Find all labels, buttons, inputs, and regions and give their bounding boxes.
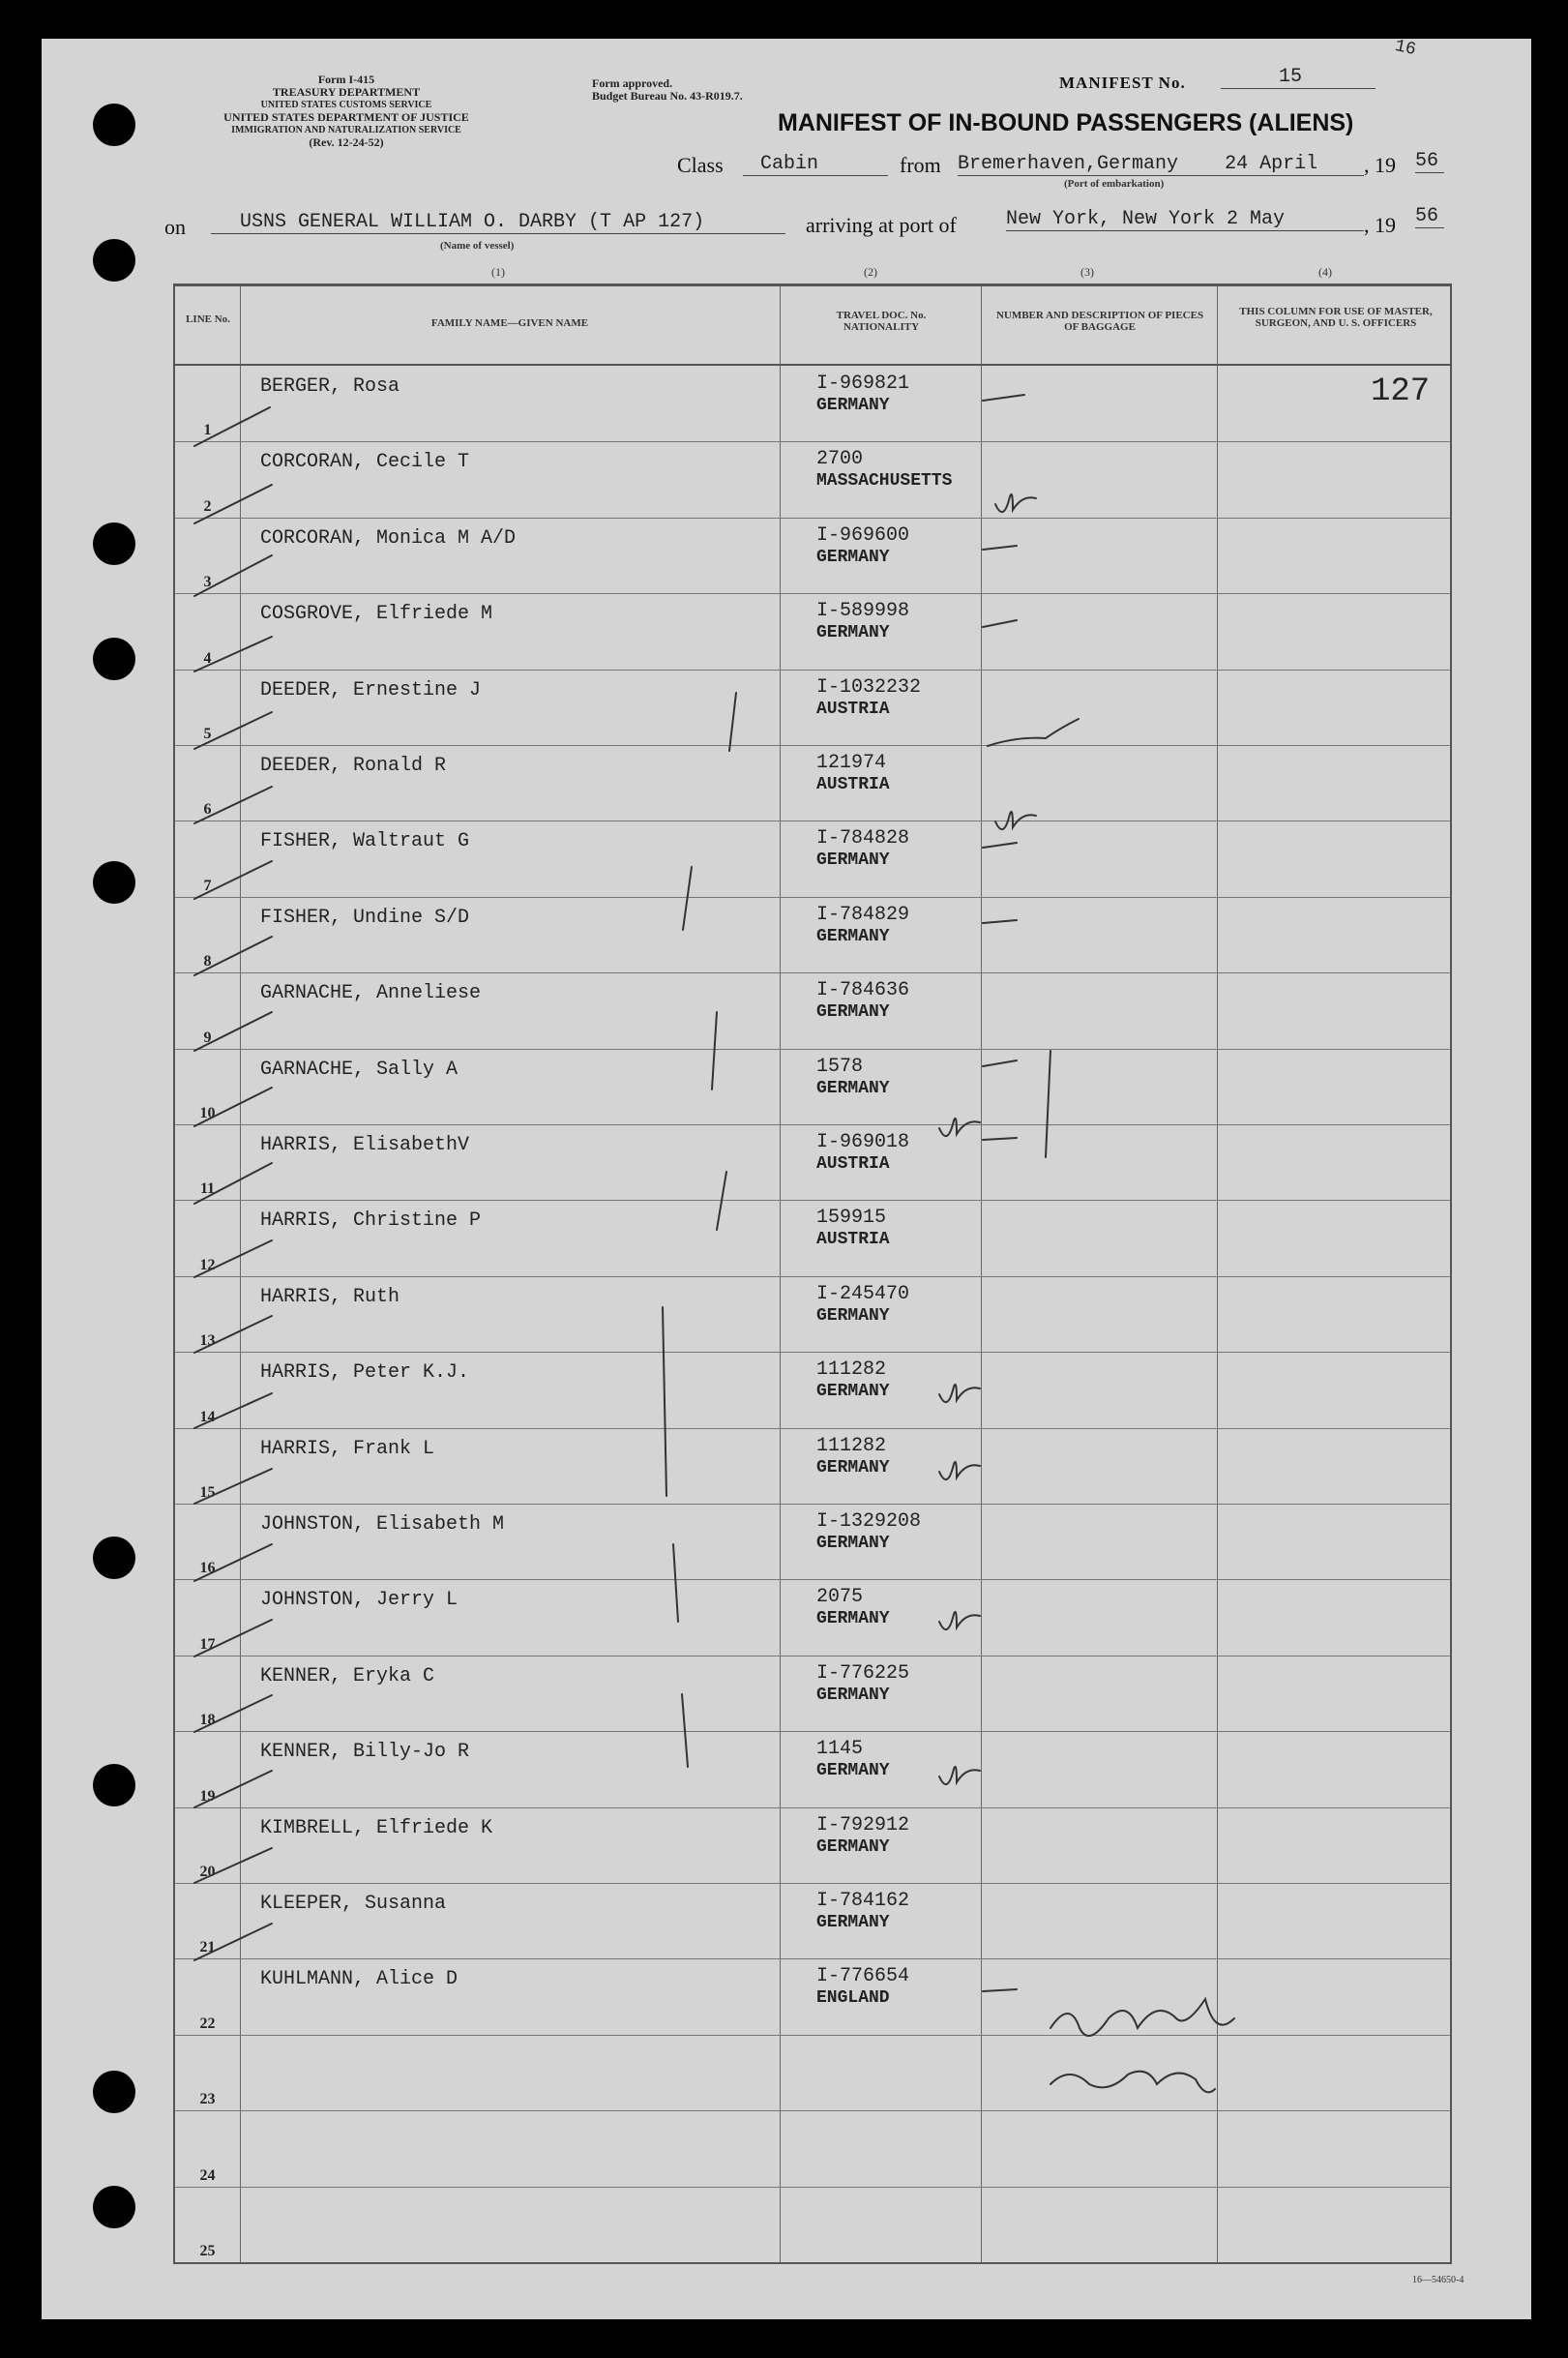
class-field (743, 153, 888, 176)
signature (1050, 1999, 1234, 2036)
initials-mark (995, 494, 1036, 512)
header-name: FAMILY NAME—GIVEN NAME (430, 317, 589, 329)
vessel-field (211, 211, 785, 234)
department-justice: UNITED STATES DEPARTMENT OF JUSTICE (223, 110, 469, 124)
tick-mark (194, 861, 272, 899)
passenger-name: HARRIS, Frank L (260, 1437, 435, 1460)
manifest-no-value (1221, 66, 1376, 89)
line-number: 8 (203, 953, 212, 970)
initials-mark (939, 1385, 980, 1402)
line-number: 14 (199, 1408, 216, 1425)
binder-hole (93, 239, 135, 282)
nationality: GERMANY (816, 851, 890, 871)
nationality: GERMANY (816, 1305, 890, 1326)
corner-mark: 16 (1393, 36, 1418, 61)
binder-hole (93, 2071, 135, 2113)
passenger-name: CORCORAN, Cecile T (260, 451, 470, 474)
nationality: GERMANY (816, 547, 890, 567)
baggage-dash (983, 395, 1024, 401)
header-baggage: NUMBER AND DESCRIPTION OF PIECES OF BAGGAGE (995, 310, 1204, 333)
baggage-dash (983, 546, 1017, 550)
initials-mark (939, 1462, 980, 1479)
tick-mark (194, 1620, 272, 1657)
nationality: GERMANY (816, 623, 890, 643)
form-info-block (163, 74, 530, 149)
tick-mark (194, 1771, 272, 1807)
passenger-name: KIMBRELL, Elfriede K (260, 1816, 493, 1839)
pencil-stroke (729, 693, 736, 751)
passenger-name: HARRIS, Ruth (260, 1285, 400, 1308)
line-number: 23 (199, 2091, 216, 2108)
year-prefix: , 19 (1364, 153, 1396, 177)
header-line-no: LINE No. (186, 313, 230, 325)
col-num-1: (1) (491, 265, 505, 279)
arrival-field (1006, 208, 1364, 231)
nationality: GERMANY (816, 1609, 890, 1629)
line-number: 21 (199, 1939, 216, 1956)
service: UNITED STATES CUSTOMS SERVICE (260, 100, 432, 110)
manifest-number: 15 (1279, 66, 1303, 88)
line-number: 9 (203, 1029, 212, 1046)
nationality: AUSTRIA (816, 1154, 890, 1174)
pencil-stroke (673, 1544, 678, 1622)
from-label: from (900, 153, 941, 177)
passenger-name: CORCORAN, Monica M A/D (260, 526, 517, 550)
line-number: 24 (199, 2166, 216, 2184)
travel-doc-number: 121974 (816, 752, 887, 774)
line-number: 3 (203, 574, 212, 591)
officers-note: 127 (1371, 373, 1431, 410)
line-number: 19 (199, 1787, 216, 1805)
embarkation-date: 24 April (1225, 153, 1318, 175)
page-title: MANIFEST OF IN-BOUND PASSENGERS (ALIENS) (778, 109, 1354, 136)
binder-hole (93, 104, 135, 146)
passenger-table (173, 284, 1452, 2264)
nationality: GERMANY (816, 1836, 890, 1857)
tick-mark (194, 485, 272, 523)
tick-mark (194, 1163, 272, 1204)
nationality: GERMANY (816, 926, 890, 946)
passenger-name: KENNER, Billy-Jo R (260, 1741, 470, 1764)
nationality: GERMANY (816, 396, 890, 415)
col-num-4: (4) (1318, 265, 1332, 279)
tick-mark (194, 712, 272, 749)
line-number: 6 (203, 801, 212, 819)
pencil-annotations (175, 286, 1450, 2262)
line-number: 12 (199, 1256, 216, 1273)
tick-mark (194, 1240, 272, 1277)
baggage-dash (983, 843, 1017, 848)
col-num-3: (3) (1080, 265, 1094, 279)
travel-doc-number: 1578 (816, 1055, 864, 1078)
header-travel-doc: TRAVEL DOC. No. NATIONALITY (836, 310, 927, 333)
tick-mark (194, 555, 272, 596)
travel-doc-number: 2700 (816, 448, 864, 471)
passenger-name: DEEDER, Ronald R (260, 755, 447, 777)
signature (1050, 2072, 1215, 2093)
year-suffix: 56 (1415, 150, 1444, 173)
line-number: 17 (199, 1635, 216, 1653)
port-of-embarkation: Bremerhaven,Germany (958, 153, 1179, 175)
travel-doc-number: 2075 (816, 1586, 864, 1609)
passenger-name: HARRIS, Christine P (260, 1209, 482, 1233)
line-number: 1 (203, 422, 212, 439)
passenger-name: JOHNSTON, Elisabeth M (260, 1513, 505, 1536)
on-label: on (164, 215, 186, 239)
pencil-stroke (717, 1172, 726, 1230)
footer-code: 16—54650-4 (1412, 2275, 1464, 2285)
line-number: 10 (199, 1104, 216, 1121)
arrival-year-suffix: 56 (1415, 205, 1444, 228)
travel-doc-number: I-784636 (816, 979, 910, 1002)
travel-doc-number: I-969018 (816, 1131, 910, 1153)
passenger-name: KENNER, Eryka C (260, 1664, 435, 1687)
binder-hole (93, 1764, 135, 1806)
travel-doc-number: 111282 (816, 1434, 887, 1457)
tick-mark (194, 407, 270, 446)
form-number: Form I-415 (317, 73, 375, 86)
passenger-name: FISHER, Undine S/D (260, 906, 470, 929)
travel-doc-number: I-969600 (816, 523, 910, 547)
nationality: GERMANY (816, 1534, 890, 1553)
tick-mark (194, 787, 272, 823)
travel-doc-number: I-784162 (816, 1890, 910, 1912)
arrival-year-prefix: , 19 (1364, 213, 1396, 237)
nationality: GERMANY (816, 1761, 890, 1781)
tick-mark (194, 1469, 272, 1504)
header-officers: THIS COLUMN FOR USE OF MASTER, SURGEON, AND U. S. OFFICERS (1239, 306, 1433, 329)
arriving-label: arriving at port of (806, 213, 957, 237)
line-number: 13 (199, 1332, 216, 1350)
department: TREASURY DEPARTMENT (272, 85, 421, 99)
travel-doc-number: I-776225 (816, 1661, 910, 1685)
binder-hole (93, 861, 135, 904)
pencil-stroke (1046, 1051, 1050, 1157)
passenger-name: FISHER, Waltraut G (260, 830, 470, 853)
approval-line: Form approved. (592, 76, 673, 90)
line-number: 16 (199, 1560, 216, 1577)
revision: (Rev. 12-24-52) (309, 135, 384, 149)
travel-doc-number: I-1032232 (816, 675, 922, 699)
baggage-dash (983, 1138, 1017, 1140)
travel-doc-number: I-589998 (816, 600, 910, 623)
tick-mark (194, 1088, 272, 1126)
tick-mark (194, 1695, 272, 1732)
initials-mark (988, 719, 1079, 746)
class-label: Class (677, 153, 724, 177)
col-num-2: (2) (864, 265, 877, 279)
passenger-name: COSGROVE, Elfriede M (260, 603, 493, 626)
initials-mark (939, 1767, 980, 1784)
port-embark-caption: (Port of embarkation) (1064, 178, 1165, 190)
from-field (958, 153, 1364, 176)
passenger-name: BERGER, Rosa (260, 375, 400, 398)
travel-doc-number: I-1329208 (816, 1510, 922, 1533)
passenger-name: GARNACHE, Anneliese (260, 982, 482, 1005)
nationality: GERMANY (816, 1002, 890, 1023)
tick-mark (194, 1393, 272, 1428)
vessel-name: USNS GENERAL WILLIAM O. DARBY (T AP 127) (240, 211, 705, 233)
travel-doc-number: I-245470 (816, 1282, 910, 1305)
approval-block (592, 77, 743, 103)
nationality: GERMANY (816, 1078, 890, 1098)
travel-doc-number: 159915 (816, 1207, 887, 1230)
line-number: 18 (199, 1712, 216, 1729)
pencil-stroke (683, 867, 692, 930)
tick-mark (194, 1316, 272, 1353)
line-number: 20 (199, 1863, 216, 1880)
binder-hole (93, 1537, 135, 1579)
nationality: AUSTRIA (816, 1230, 890, 1250)
binder-hole (93, 2186, 135, 2228)
line-number: 25 (199, 2242, 216, 2259)
tick-mark (194, 1544, 272, 1581)
vessel-caption: (Name of vessel) (440, 240, 515, 252)
tick-mark (194, 1848, 272, 1883)
nationality: GERMANY (816, 1457, 890, 1477)
initials-mark (939, 1612, 980, 1629)
arrival-port: New York, New York 2 May (1006, 208, 1286, 230)
line-number: 2 (203, 497, 212, 515)
nationality: ENGLAND (816, 1988, 890, 2009)
initials-mark (939, 1119, 980, 1136)
passenger-name: KLEEPER, Susanna (260, 1893, 447, 1915)
nationality: AUSTRIA (816, 699, 890, 719)
nationality: GERMANY (816, 1685, 890, 1705)
binder-hole (93, 638, 135, 680)
line-number: 4 (203, 649, 212, 667)
class-value: Cabin (760, 153, 819, 175)
passenger-name: DEEDER, Ernestine J (260, 678, 482, 701)
line-number: 11 (199, 1180, 216, 1198)
nationality: AUSTRIA (816, 775, 890, 794)
travel-doc-number: 1145 (816, 1738, 864, 1761)
manifest-no-label: MANIFEST No. (1059, 74, 1186, 92)
nationality: GERMANY (816, 1913, 890, 1932)
line-number: 7 (203, 877, 212, 894)
travel-doc-number: I-969821 (816, 373, 910, 395)
initials-mark (995, 812, 1036, 829)
baggage-dash (983, 1060, 1017, 1066)
binder-hole (93, 522, 135, 565)
passenger-name: GARNACHE, Sally A (260, 1058, 459, 1081)
travel-doc-number: I-792912 (816, 1813, 910, 1836)
line-number: 15 (199, 1483, 216, 1501)
baggage-dash (983, 1989, 1017, 1991)
nationality: MASSACHUSETTS (816, 471, 953, 492)
baggage-dash (983, 920, 1017, 923)
nationality: GERMANY (816, 1382, 890, 1402)
tick-mark (194, 937, 272, 975)
passenger-name: HARRIS, ElisabethV (260, 1134, 470, 1156)
line-number: 5 (203, 725, 212, 742)
line-number: 22 (199, 2015, 216, 2032)
pencil-stroke (682, 1694, 688, 1767)
travel-doc-number: I-776654 (816, 1965, 910, 1988)
passenger-name: JOHNSTON, Jerry L (260, 1589, 459, 1612)
travel-doc-number: I-784828 (816, 827, 910, 851)
travel-doc-number: I-784829 (816, 903, 910, 926)
tick-mark (194, 637, 272, 672)
baggage-dash (983, 620, 1017, 627)
budget-line: Budget Bureau No. 43-R019.7. (592, 89, 743, 103)
passenger-name: KUHLMANN, Alice D (260, 1968, 459, 1991)
passenger-name: HARRIS, Peter K.J. (260, 1361, 470, 1385)
tick-mark (194, 1012, 272, 1051)
tick-mark (194, 1924, 272, 1960)
travel-doc-number: 111282 (816, 1358, 887, 1382)
pencil-stroke (663, 1307, 666, 1496)
pencil-stroke (712, 1012, 717, 1089)
immigration-service: IMMIGRATION AND NATURALIZATION SERVICE (231, 125, 461, 135)
